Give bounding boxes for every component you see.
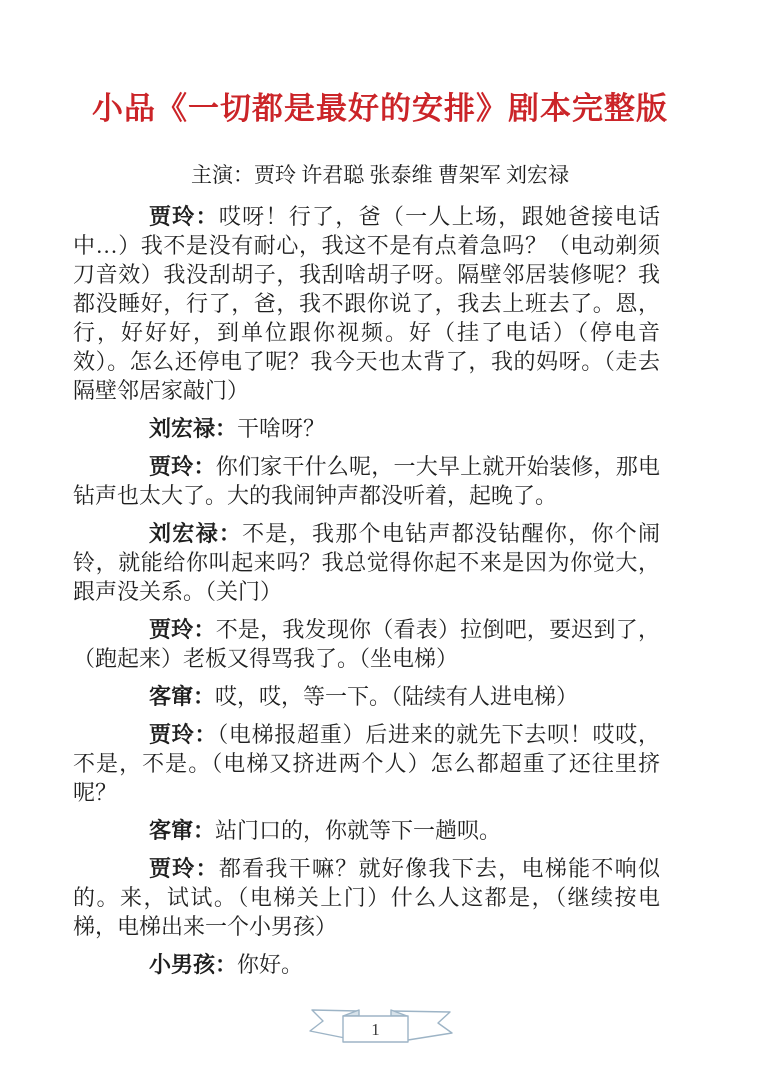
dialogue-text: 不是，我发现你（看表）拉倒吧，要迟到了，（跑起来）老板又得骂我了。（坐电梯） [73, 617, 660, 671]
script-paragraph [73, 519, 660, 606]
script-paragraph [73, 816, 660, 845]
page-title: 小品《一切都是最好的安排》剧本完整版 [92, 91, 668, 126]
dialogue-text: 哎呀！行了，爸（一人上场，跟她爸接电话中…）我不是没有耐心，我这不是有点着急吗？（电动剃须刀音效）我没刮胡子，我刮啥胡子呀。隔壁邻居装修呢？我都没睡好，行了，爸，我不跟你说了，我去上班去了。恩，行，好好好，到单位跟你视频。好（挂了电话）（停电音效）。怎么还停电了呢？我今天也太背了，我的妈呀。（走去隔壁邻居家敲门） [73, 204, 660, 403]
script-paragraph [73, 720, 660, 807]
speaker-name: 小男孩： [149, 952, 238, 977]
dialogue-text: 干啥呀？ [237, 416, 326, 441]
script-paragraph [73, 854, 660, 941]
speaker-name: 客窜： [149, 684, 216, 709]
dialogue-text: 你们家干什么呢，一大早上就开始装修，那电钻声也太大了。大的我闹钟声都没听着，起晚了。 [73, 454, 660, 508]
cast-line: 主演：贾玲 许君聪 张泰维 曹架军 刘宏禄 [191, 163, 569, 187]
dialogue-text: 站门口的，你就等下一趟呗。 [215, 818, 502, 843]
page-number-ribbon-icon [303, 1006, 459, 1048]
script-paragraph [73, 452, 660, 510]
speaker-name: 贾玲： [149, 856, 219, 881]
speaker-name: 贾玲： [149, 722, 218, 747]
script-paragraph [73, 950, 660, 979]
dialogue-text: 不是，我那个电钻声都没钻醒你，你个闹铃，就能给你叫起来吗？我总觉得你起不来是因为你觉大，跟声没关系。（关门） [73, 521, 660, 604]
script-body [0, 187, 760, 979]
script-paragraph [73, 615, 660, 673]
dialogue-text: 都看我干嘛？就好像我下去，电梯能不响似的。来，试试。（电梯关上门）什么人这都是，（继续按电梯，电梯出来一个小男孩） [73, 856, 660, 939]
speaker-name: 客窜： [149, 818, 216, 843]
speaker-name: 刘宏禄： [149, 521, 243, 546]
speaker-name: 贾玲： [149, 204, 219, 229]
speaker-name: 贾玲： [149, 617, 216, 642]
speaker-name: 刘宏禄： [149, 416, 238, 441]
page-number: 1 [371, 1020, 380, 1039]
speaker-name: 贾玲： [149, 454, 216, 479]
dialogue-text: 哎，哎，等一下。（陆续有人进电梯） [215, 684, 579, 709]
script-paragraph [73, 202, 660, 405]
dialogue-text: （电梯报超重）后进来的就先下去呗！哎哎，不是，不是。（电梯又挤进两个人）怎么都超重了还往里挤呢？ [73, 722, 660, 805]
script-paragraph [73, 682, 660, 711]
script-paragraph [73, 414, 660, 443]
dialogue-text: 你好。 [237, 952, 304, 977]
